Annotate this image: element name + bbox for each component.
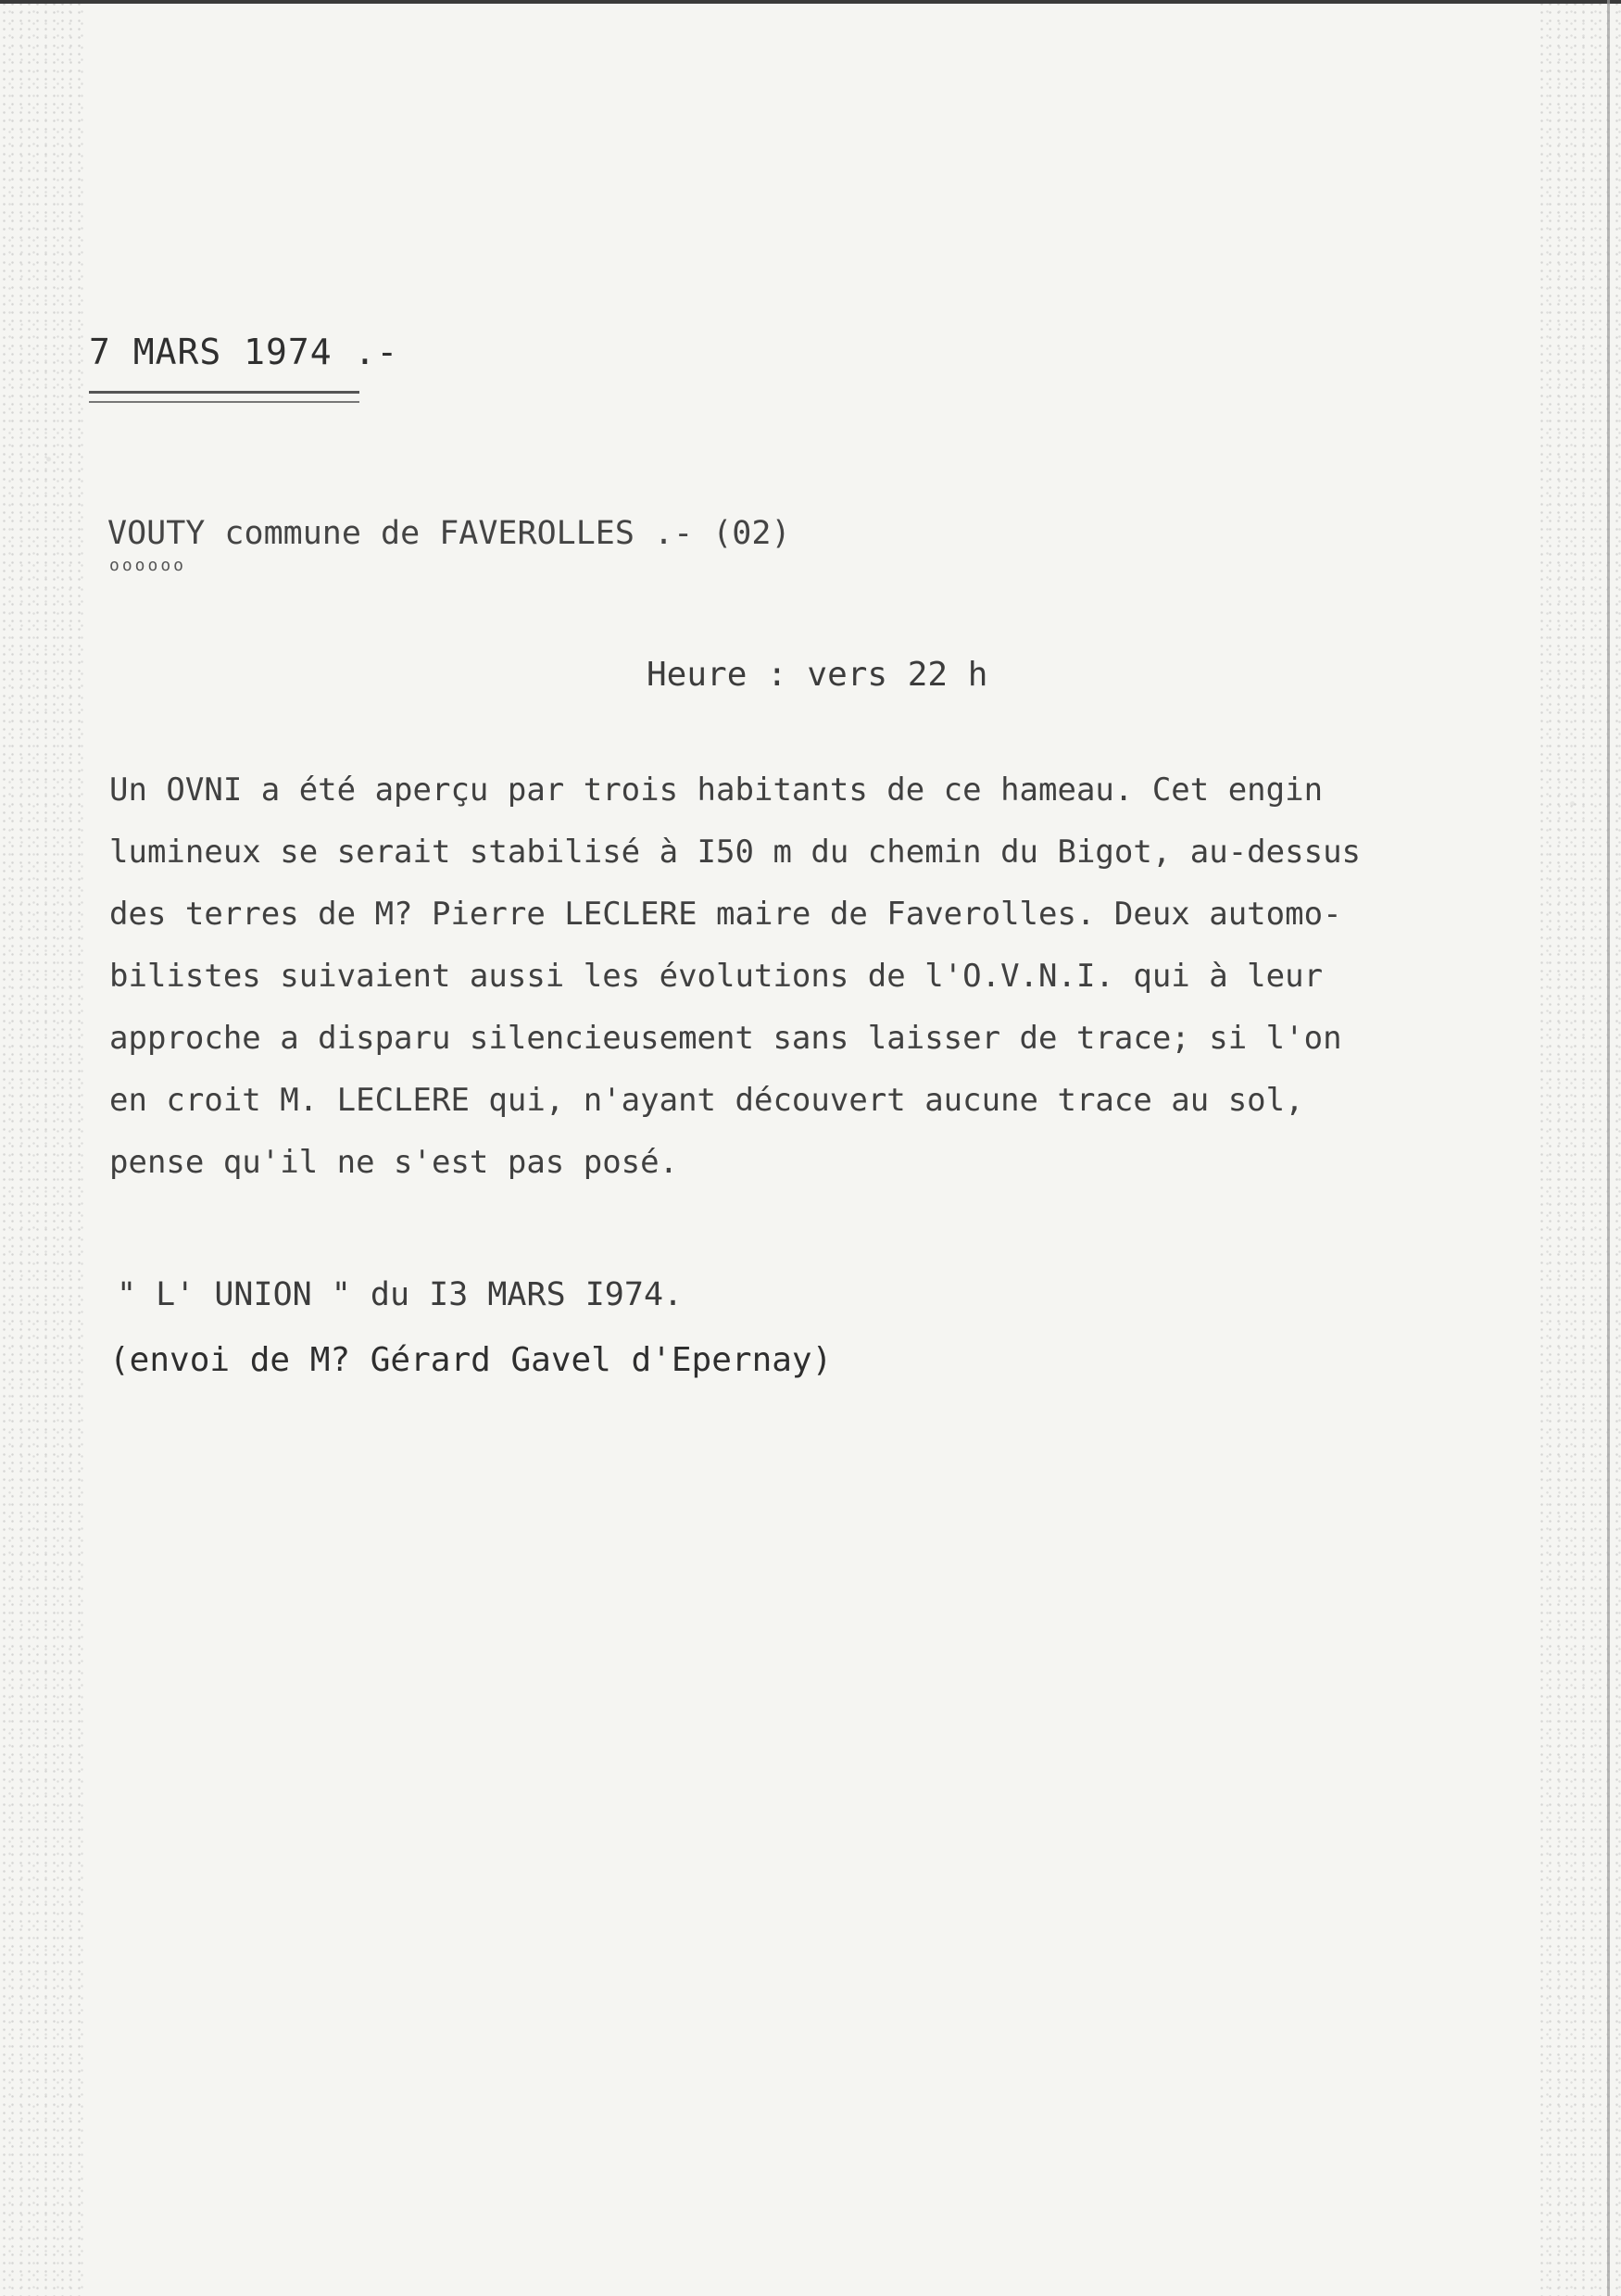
body-line: bilistes suivaient aussi les évolutions de l'O.V.N.I. qui à leur [109, 958, 1324, 995]
body-line: en croit M. LECLERE qui, n'ayant découvert aucune trace au sol, [109, 1082, 1304, 1119]
body-line: lumineux se serait stabilisé à I50 m du chemin du Bigot, au-dessus [109, 834, 1362, 871]
right-border [1607, 0, 1610, 2296]
body-line: des terres de M? Pierre LECLERE maire de Faverolles. Deux automo- [109, 896, 1342, 933]
body-line: approche a disparu silencieusement sans laisser de trace; si l'on [109, 1020, 1342, 1057]
location-underline-mark: oooooo [109, 556, 187, 575]
body-line: pense qu'il ne s'est pas posé. [109, 1144, 679, 1181]
date-underline [89, 391, 359, 403]
date-heading: 7 MARS 1974 .- [89, 332, 399, 372]
newspaper-source: " L' UNION " du I3 MARS I974. [117, 1276, 684, 1313]
sender-credit: (envoi de M? Gérard Gavel d'Epernay) [109, 1341, 833, 1379]
body-line: Un OVNI a été aperçu par trois habitants de ce hameau. Cet engin [109, 772, 1324, 809]
time-line: Heure : vers 22 h [647, 656, 988, 694]
location-heading: VOUTY commune de FAVEROLLES .- (02) [107, 515, 791, 552]
top-border [0, 0, 1621, 4]
report-body [109, 759, 1573, 1194]
scan-noise-left [0, 0, 83, 2296]
